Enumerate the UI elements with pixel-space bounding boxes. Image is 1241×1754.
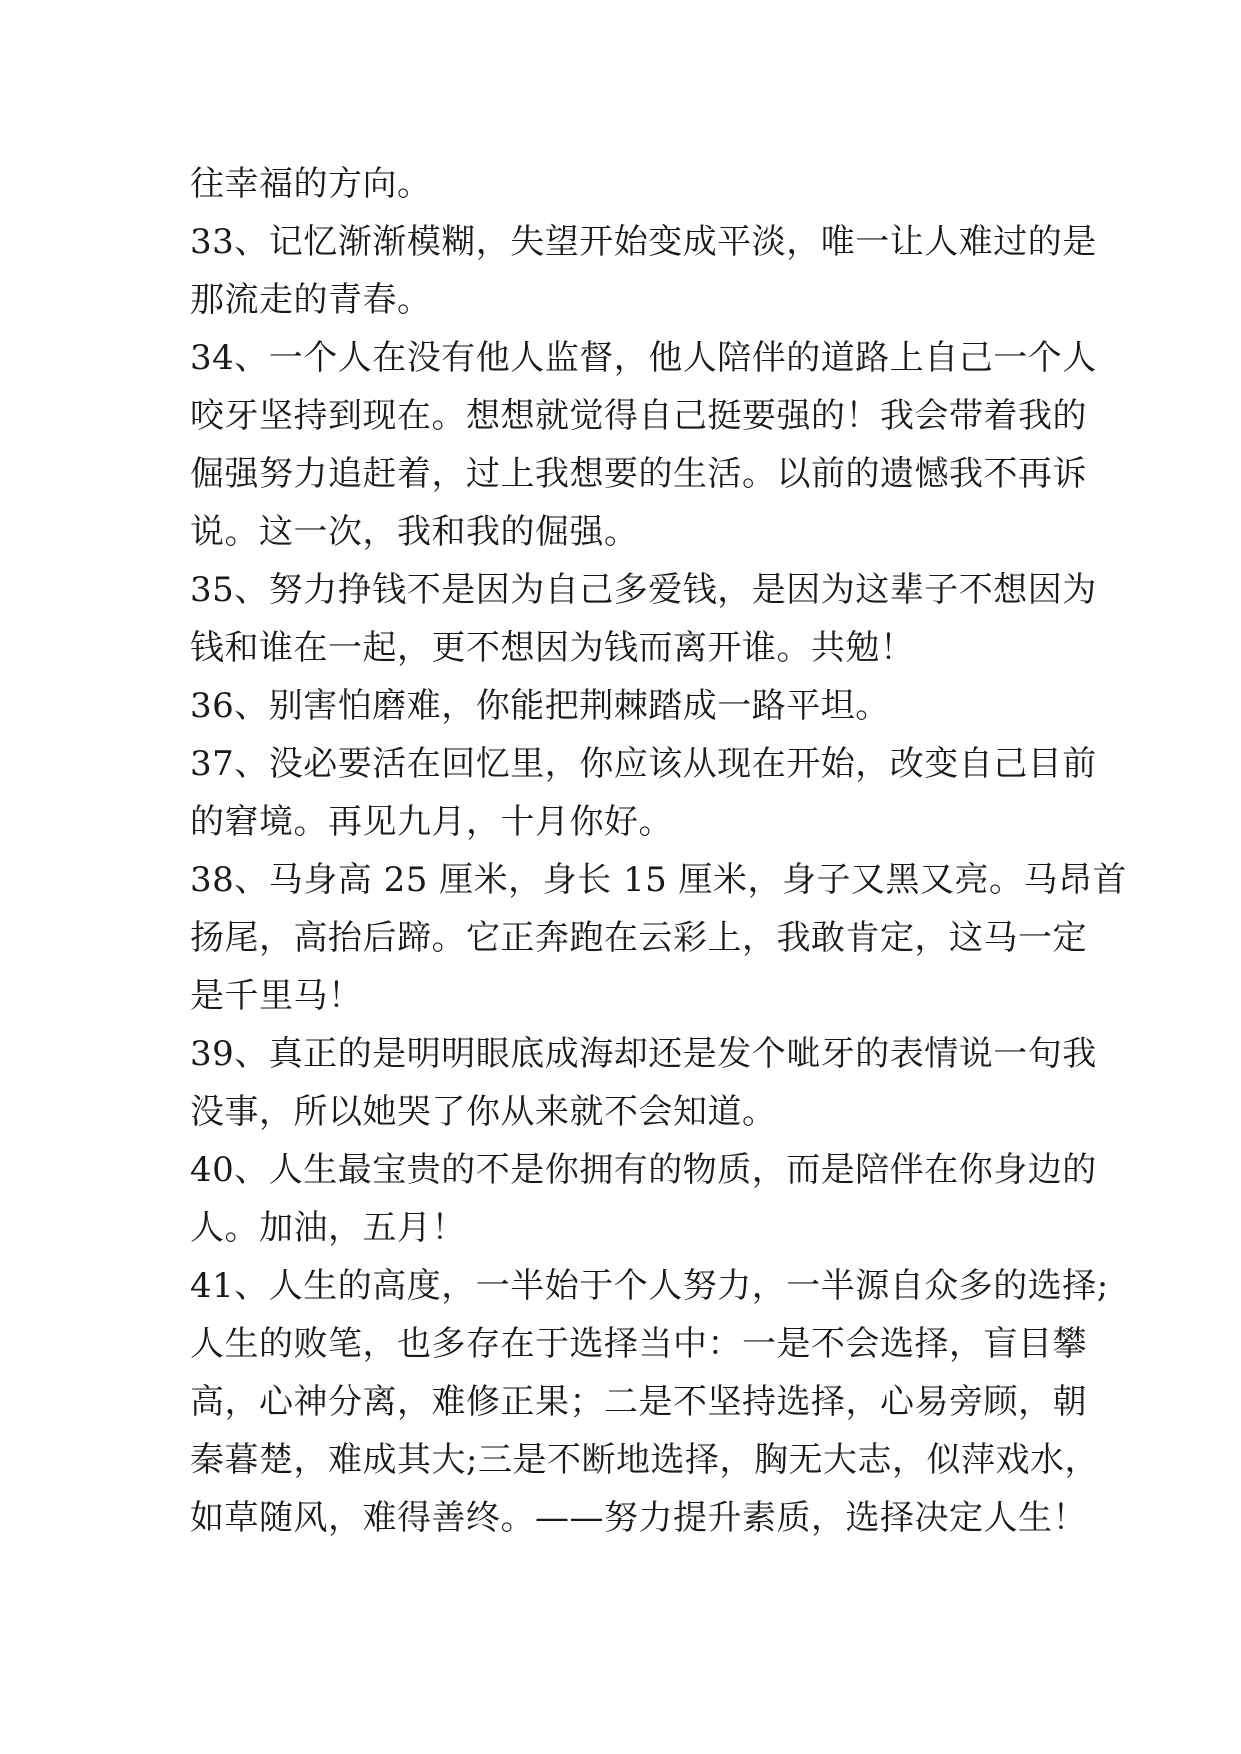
text-line: 扬尾，高抬后蹄。它正奔跑在云彩上，我敢肯定，这马一定: [190, 918, 1087, 958]
text-line: 咬牙坚持到现在。想想就觉得自己挺要强的！我会带着我的: [190, 396, 1087, 436]
text-line: 的窘境。再见九月，十月你好。: [190, 802, 673, 842]
text-line: 是千里马！: [190, 976, 363, 1016]
text-line: 40、人生最宝贵的不是你拥有的物质，而是陪伴在你身边的: [190, 1150, 1097, 1190]
text-line: 41、人生的高度，一半始于个人努力，一半源自众多的选择;: [190, 1266, 1109, 1306]
text-line: 说。这一次，我和我的倔强。: [190, 512, 639, 552]
text-line: 33、记忆渐渐模糊，失望开始变成平淡，唯一让人难过的是: [190, 222, 1097, 262]
text-line: 34、一个人在没有他人监督，他人陪伴的道路上自己一个人: [190, 338, 1097, 378]
text-line: 没事，所以她哭了你从来就不会知道。: [190, 1092, 777, 1132]
text-line: 如草随风，难得善终。——努力提升素质，选择决定人生！: [190, 1498, 1087, 1538]
text-line: 那流走的青春。: [190, 280, 432, 320]
text-line: 往幸福的方向。: [190, 164, 432, 204]
text-line: 35、努力挣钱不是因为自己多爱钱，是因为这辈子不想因为: [190, 570, 1097, 610]
text-line: 人。加油，五月！: [190, 1208, 466, 1248]
text-line: 人生的败笔，也多存在于选择当中：一是不会选择，盲目攀: [190, 1324, 1087, 1364]
text-line: 秦暮楚，难成其大;三是不断地选择，胸无大志，似萍戏水，: [190, 1440, 1099, 1480]
text-line: 39、真正的是明明眼底成海却还是发个呲牙的表情说一句我: [190, 1034, 1097, 1074]
text-line: 高，心神分离，难修正果；二是不坚持选择，心易旁顾，朝: [190, 1382, 1087, 1422]
text-line: 36、别害怕磨难，你能把荆棘踏成一路平坦。: [190, 686, 890, 726]
text-line: 38、马身高 25 厘米，身长 15 厘米，身子又黑又亮。马昂首: [190, 860, 1128, 900]
text-line: 37、没必要活在回忆里，你应该从现在开始，改变自己目前: [190, 744, 1097, 784]
text-line: 钱和谁在一起，更不想因为钱而离开谁。共勉！: [190, 628, 915, 668]
document-body: [190, 155, 1128, 1547]
text-line: 倔强努力追赶着，过上我想要的生活。以前的遗憾我不再诉: [190, 454, 1087, 494]
